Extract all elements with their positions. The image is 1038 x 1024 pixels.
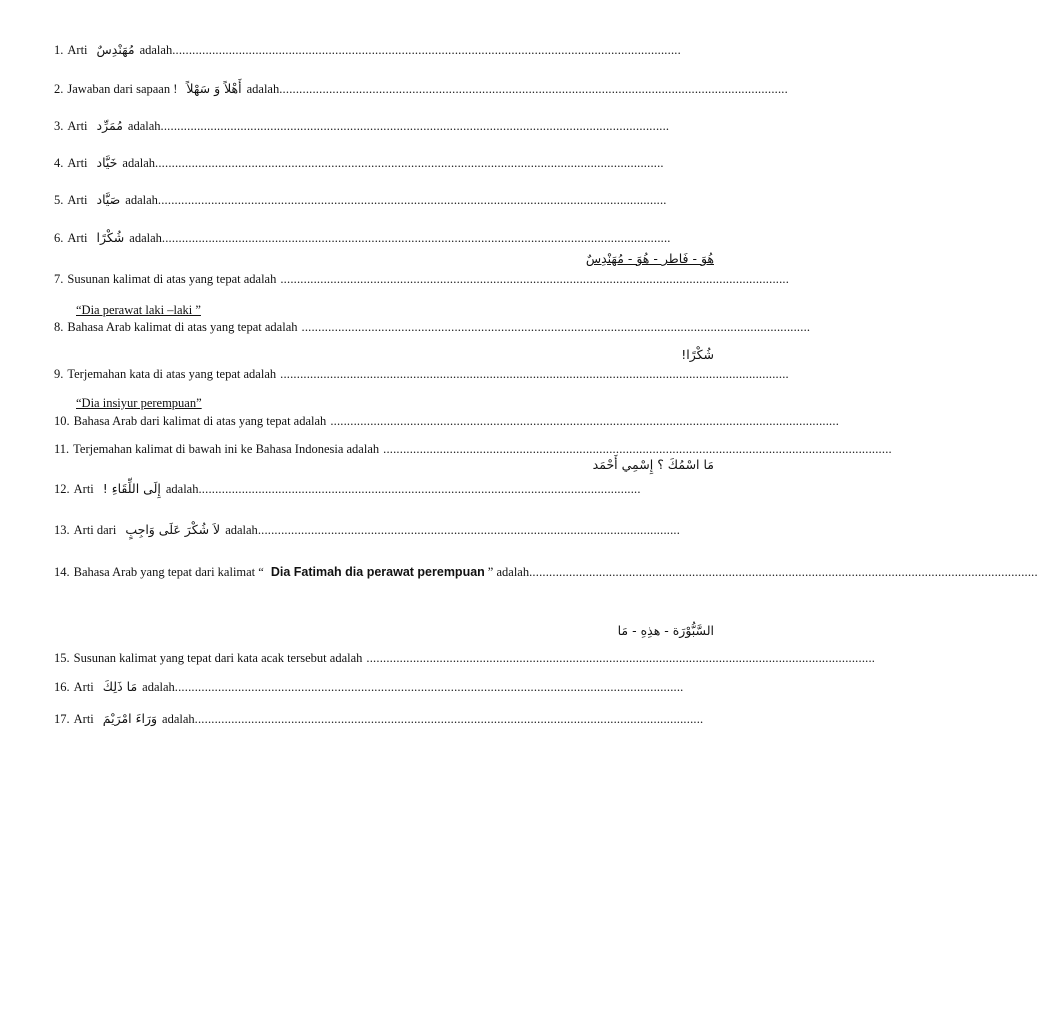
question-text: Bahasa Arab yang tepat dari kalimat “ [73, 565, 264, 579]
question-number: 15. [54, 651, 70, 665]
question-text: Arti [73, 482, 94, 496]
answer-line[interactable]: ......................................................................................................................................................... [161, 231, 671, 245]
question-number: 16. [54, 680, 70, 694]
question-text: Arti [67, 156, 88, 170]
arabic-phrase: مُمَرِّد [96, 118, 123, 133]
question-10 [54, 412, 840, 430]
question-text: Bahasa Arab dari kalimat di atas yang tepat adalah [73, 414, 327, 428]
arabic-phrase: مَا ذَلِكَ [102, 679, 138, 694]
question-text: Arti [67, 119, 88, 133]
question-number: 11. [54, 442, 70, 456]
arabic-phrase: خَيَّاد [96, 155, 118, 170]
question-2 [54, 80, 788, 98]
question-number: 6. [54, 231, 64, 245]
arabic-phrase: شُكْرًا [96, 230, 125, 245]
question-16 [54, 678, 716, 696]
question-text: Terjemahan kata di atas yang tepat adalah [67, 367, 277, 381]
question-number: 9. [54, 367, 64, 381]
answer-line[interactable]: ......................................................................................................................................................... [174, 680, 684, 694]
question-text: Arti [67, 231, 88, 245]
arabic-prompt: السَّبُّوْرَة - هذِهِ - مَا [617, 623, 714, 638]
answer-line[interactable]: ......................................................................................................................................................... [157, 193, 667, 207]
answer-line[interactable]: ......................................................................................................................................................... [330, 414, 840, 428]
question-suffix: adalah [165, 482, 199, 496]
answer-line[interactable]: ......................................................................................................................................................... [280, 367, 789, 381]
question-number: 7. [54, 272, 64, 286]
question-number: 10. [54, 414, 70, 428]
question-text: Arti dari [73, 523, 117, 537]
question-suffix: adalah [246, 82, 280, 96]
question-number: 14. [54, 565, 70, 579]
arabic-prompt: هُوَ - فَاطر - هُوَ - مُهَنْدِسٌ [585, 251, 714, 266]
question-5 [54, 191, 716, 209]
question-text: Susunan kalimat di atas yang tepat adalah [67, 272, 277, 286]
question-17 [54, 710, 716, 728]
question-4 [54, 154, 716, 172]
question-suffix: adalah [225, 523, 258, 537]
arabic-prompt: مَا اسْمُكَ ؟ إِسْمِي أَحْمَد [592, 457, 714, 472]
answer-line[interactable]: ......................................................................................................................................................... [383, 442, 892, 456]
answer-line[interactable]: ......................................................................................................................................................... [172, 43, 681, 57]
question-suffix: adalah [127, 119, 161, 133]
answer-line[interactable]: ......................................................................................................................................................... [280, 272, 790, 286]
question-text: Bahasa Arab kalimat di atas yang tepat adalah [67, 320, 298, 334]
answer-line[interactable]: ......................................................................................................................................................... [529, 565, 1038, 579]
answer-line[interactable]: ......................................................................................................................................................... [301, 320, 811, 334]
arabic-phrase: أَهْلاً وَ سَهْلاً [186, 81, 242, 96]
question-9 [54, 365, 789, 383]
indonesian-sentence-prompt: “Dia insiyur perempuan” [76, 396, 202, 410]
answer-line[interactable]: ......................................................................................................................................................... [160, 119, 670, 133]
question-text: Arti [73, 712, 94, 726]
bold-sentence: Dia Fatimah dia perawat perempuan [270, 565, 485, 579]
question-number: 17. [54, 712, 70, 726]
answer-line[interactable]: ......................................................................................................................................................... [155, 156, 664, 170]
question-13 [54, 521, 716, 539]
indonesian-sentence-prompt: “Dia perawat laki –laki ” [76, 303, 201, 317]
question-text: Susunan kalimat yang tepat dari kata acak tersebut adalah [73, 651, 363, 665]
arabic-prompt: شُكْرًا! [681, 347, 714, 362]
answer-line[interactable]: ......................................................................................................................................................... [279, 82, 788, 96]
question-number: 3. [54, 119, 64, 133]
question-text: Arti [73, 680, 94, 694]
question-6 [54, 229, 716, 247]
question-text: Terjemahan kalimat di bawah ini ke Bahasa Indonesia adalah [73, 442, 380, 456]
question-8 [54, 318, 811, 336]
question-7 [54, 270, 790, 288]
arabic-phrase: مُهَنْدِسٌ [96, 42, 135, 57]
answer-line[interactable]: ......................................................................................................................................................... [194, 712, 704, 726]
question-number: 2. [54, 82, 64, 96]
question-1 [54, 41, 716, 59]
question-3 [54, 117, 716, 135]
arabic-phrase: إِلَى اللِّقَاءِ ! [102, 481, 161, 496]
question-suffix: adalah [129, 231, 162, 245]
question-number: 1. [54, 43, 64, 57]
question-suffix: adalah [162, 712, 195, 726]
question-number: 12. [54, 482, 70, 496]
question-suffix: adalah [142, 680, 175, 694]
question-suffix: adalah [139, 43, 173, 57]
arabic-phrase: لاَ شُكْرَ عَلَى وَاجِبٍ [125, 522, 221, 537]
question-number: 5. [54, 193, 64, 207]
arabic-phrase: صَيَّاد [96, 192, 121, 207]
answer-line[interactable]: ............................................................................................................................... [257, 523, 681, 537]
answer-line[interactable]: ......................................................................................................................................................... [366, 651, 876, 665]
question-suffix: ” adalah [487, 565, 530, 579]
question-suffix: adalah [122, 156, 156, 170]
question-text: Arti [67, 193, 88, 207]
question-number: 4. [54, 156, 64, 170]
question-14 [54, 563, 1038, 581]
question-text: Arti [67, 43, 88, 57]
question-number: 13. [54, 523, 70, 537]
question-suffix: adalah [125, 193, 158, 207]
answer-line[interactable]: ..................................................................................................................................... [198, 482, 641, 496]
question-text: Jawaban dari sapaan ! [67, 82, 178, 96]
question-15 [54, 649, 876, 667]
arabic-phrase: وَرَاءَ امْرَيْمَ [102, 711, 158, 726]
question-number: 8. [54, 320, 64, 334]
question-12 [54, 480, 716, 498]
